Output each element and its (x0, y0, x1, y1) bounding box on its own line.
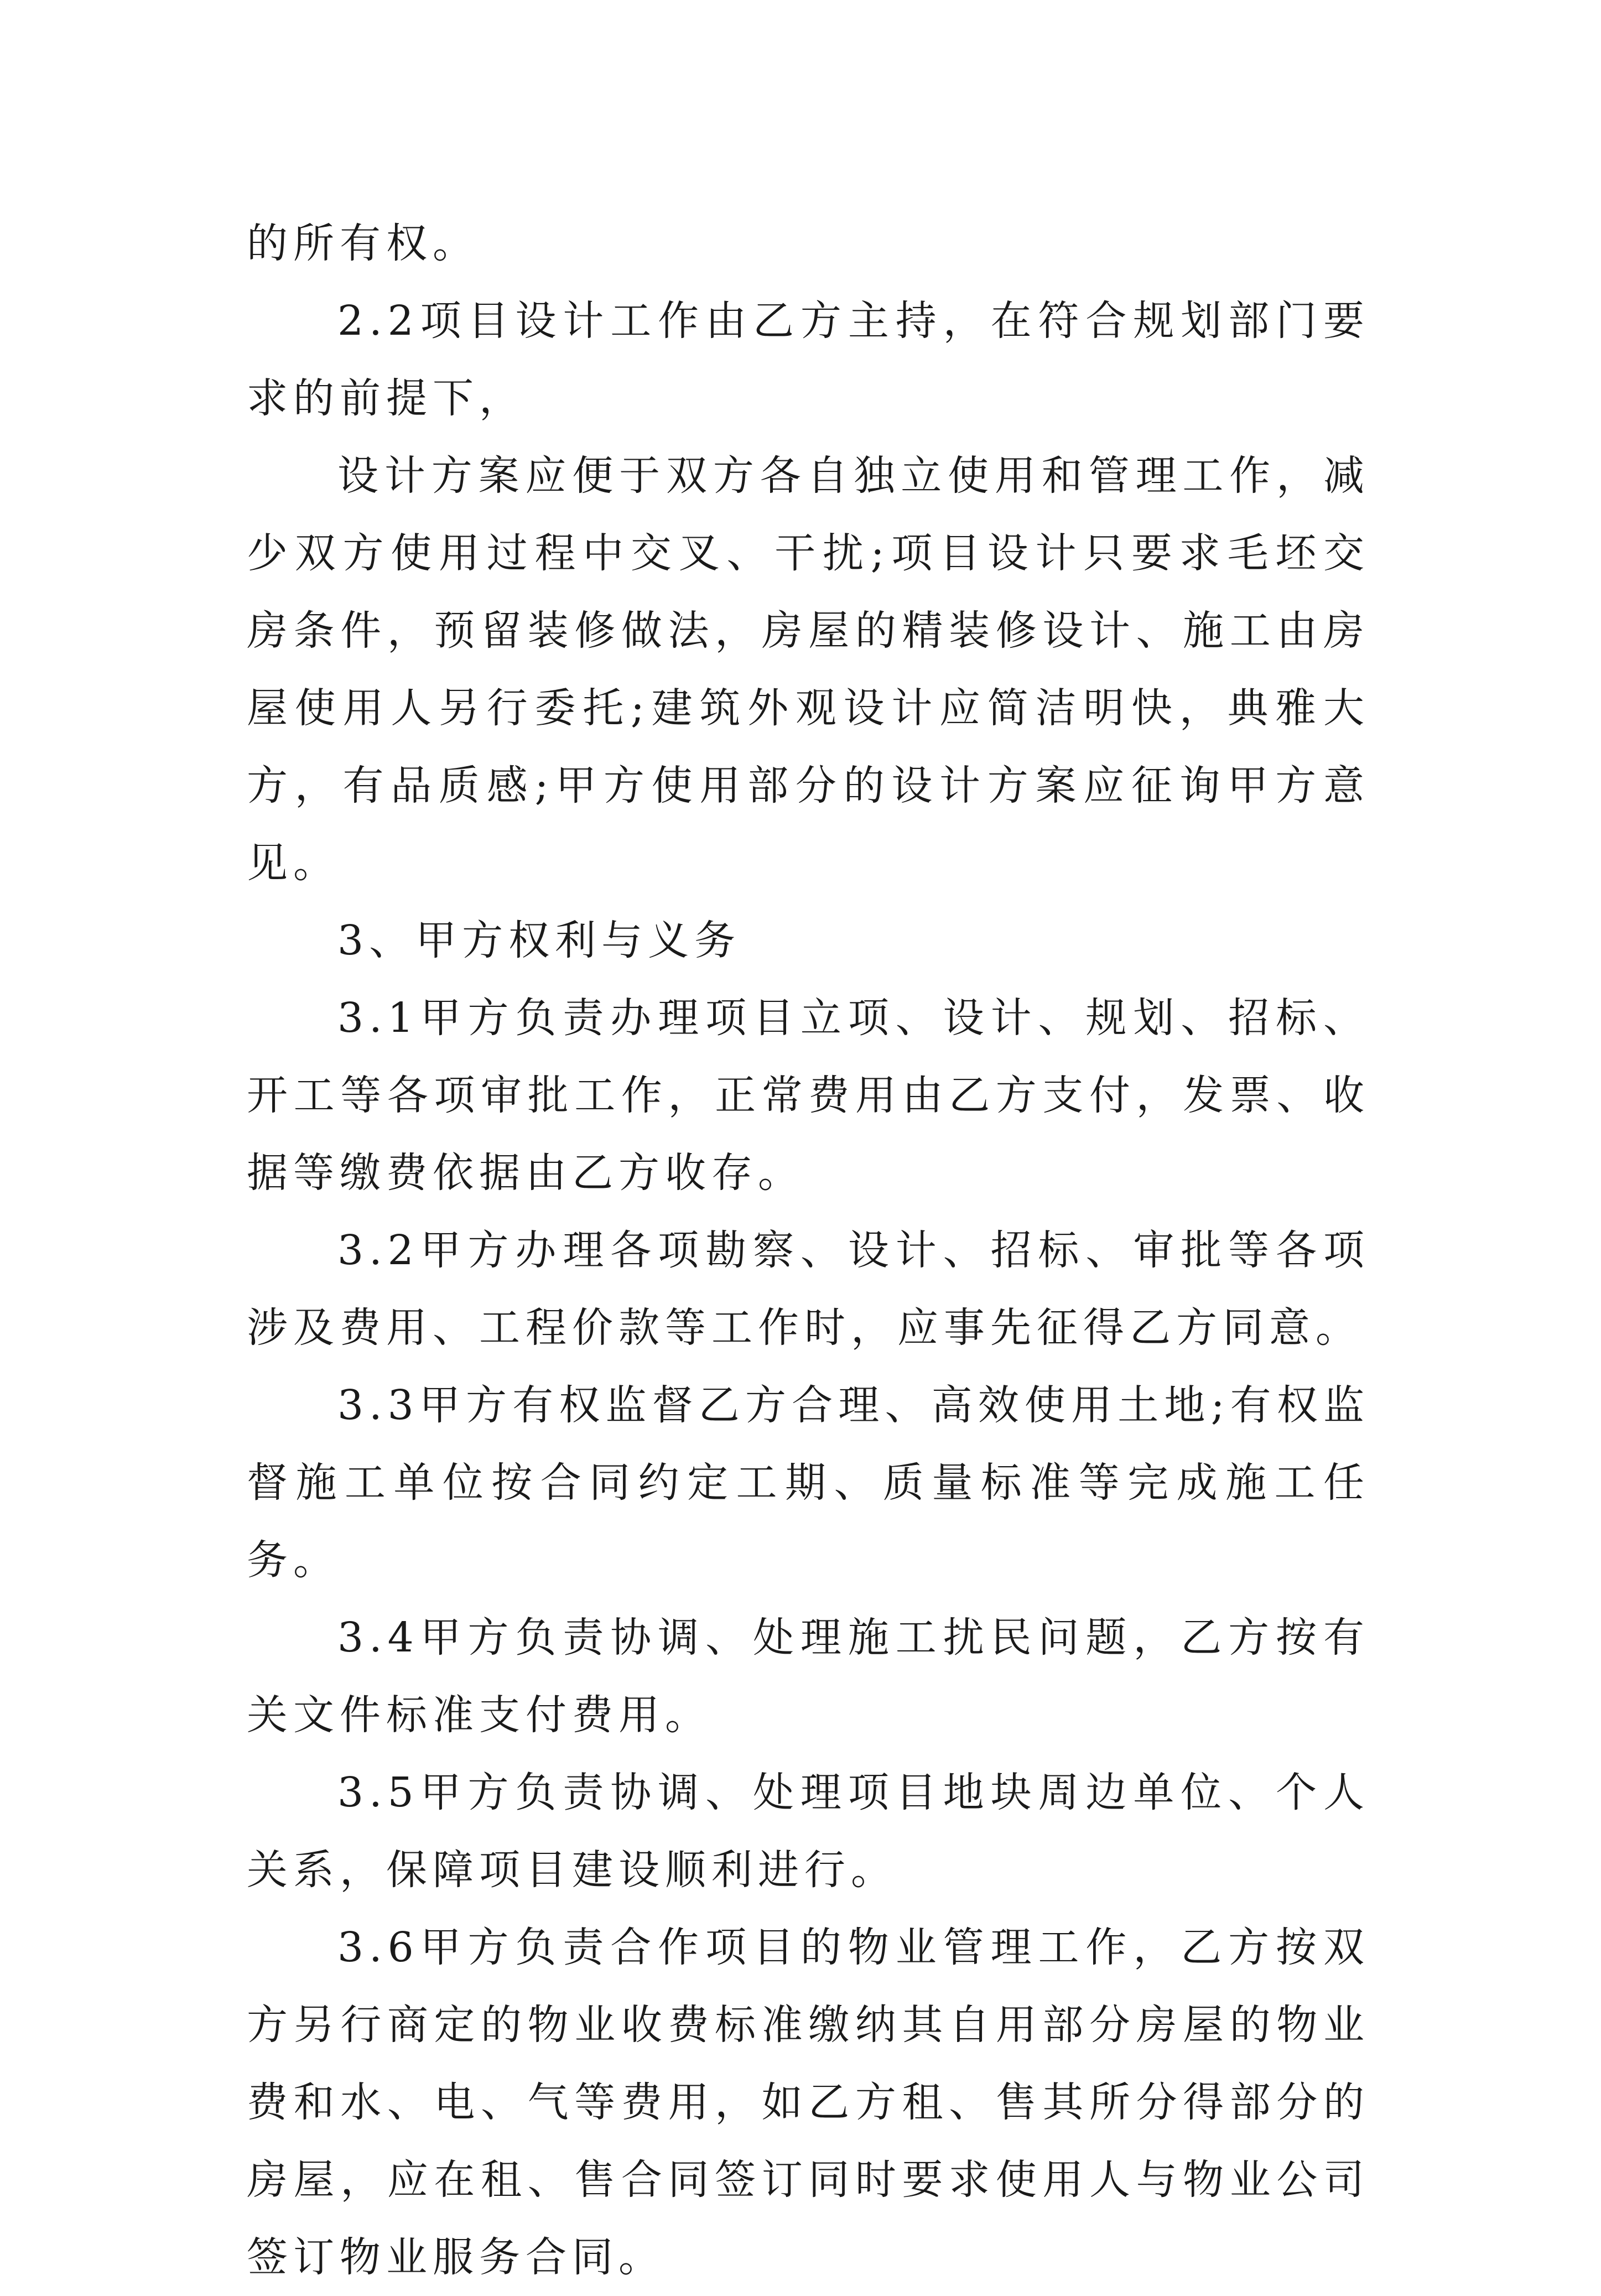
paragraph-3-5: 3.5甲方负责协调、处理项目地块周边单位、个人关系，保障项目建设顺利进行。 (247, 1769, 1370, 1894)
paragraph-3-4: 3.4甲方负责协调、处理施工扰民问题，乙方按有关文件标准支付费用。 (247, 1614, 1370, 1739)
paragraph-3-2: 3.2甲方办理各项勘察、设计、招标、审批等各项涉及费用、工程价款等工作时，应事先征得乙方同意。 (247, 1227, 1370, 1352)
paragraph-3-6: 3.6甲方负责合作项目的物业管理工作，乙方按双方另行商定的物业收费标准缴纳其自用部分房屋的物业费和水、电、气等费用，如乙方租、售其所分得部分的房屋，应在租、售合同签订同时要求使用人与物业公司签订物业服务合同。 (247, 1924, 1370, 2281)
paragraph-2-2: 2.2项目设计工作由乙方主持，在符合规划部门要求的前提下， (247, 297, 1370, 422)
paragraph-3-1: 3.1甲方负责办理项目立项、设计、规划、招标、开工等各项审批工作，正常费用由乙方支付，发票、收据等缴费依据由乙方收存。 (247, 994, 1370, 1197)
paragraph-design-scheme: 设计方案应便于双方各自独立使用和管理工作，减少双方使用过程中交叉、干扰;项目设计只要求毛坯交房条件，预留装修做法，房屋的精装修设计、施工由房屋使用人另行委托;建筑外观设计应简洁明快，典雅大方，有品质感;甲方使用部分的设计方案应征询甲方意见。 (247, 452, 1370, 887)
document-body (247, 205, 1370, 2296)
section-heading-3: 3、甲方权利与义务 (337, 917, 741, 964)
paragraph-3-3: 3.3甲方有权监督乙方合理、高效使用土地;有权监督施工单位按合同约定工期、质量标准等完成施工任务。 (247, 1381, 1370, 1584)
paragraph-ownership-end: 的所有权。 (247, 220, 479, 267)
